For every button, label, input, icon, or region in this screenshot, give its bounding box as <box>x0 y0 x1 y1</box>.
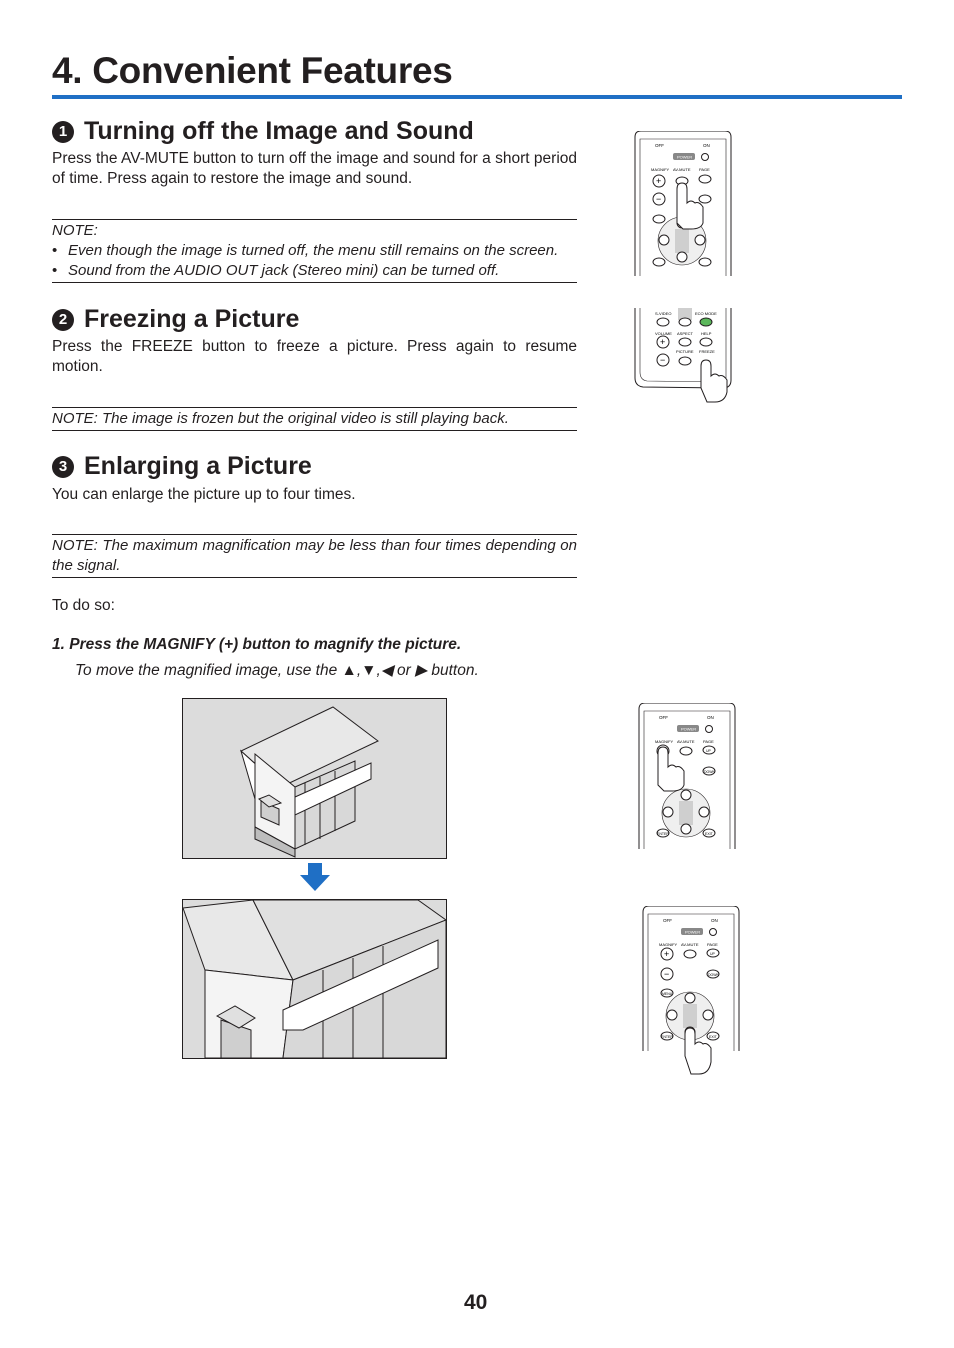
remote-avmute-illustration <box>633 131 733 281</box>
remote-label-page: PAGE <box>699 167 710 172</box>
house-image-magnified <box>182 899 447 1059</box>
remote-label-freeze: FREEZE <box>699 349 715 354</box>
remote-label-off: OFF <box>659 715 668 720</box>
svg-text:+: + <box>656 176 662 186</box>
remote-magnify-illustration <box>637 703 737 854</box>
remote-freeze-illustration <box>633 308 733 411</box>
svg-text:−: − <box>656 194 662 204</box>
chapter-rule <box>52 95 902 99</box>
section-3-heading <box>52 452 312 481</box>
section-title: Enlarging a Picture <box>84 452 312 480</box>
remote-label-on: ON <box>707 715 714 720</box>
remote-label-up: UP <box>710 952 715 956</box>
remote-label-avmute: AV-MUTE <box>681 942 699 947</box>
remote-label-magnify: MAGNIFY <box>655 739 674 744</box>
remote-label-magnify: MAGNIFY <box>651 167 670 172</box>
section-number-badge: 2 <box>52 309 74 331</box>
remote-label-enter: ENTER <box>661 1035 673 1039</box>
remote-label-avmute: AV-MUTE <box>677 739 695 744</box>
remote-label-on: ON <box>711 918 718 923</box>
svg-text:+: + <box>664 949 670 959</box>
remote-label-volume: VOLUME <box>655 331 672 336</box>
remote-label-down: DOWN <box>708 973 720 977</box>
section-number-badge: 1 <box>52 121 74 143</box>
remote-label-ecomode: ECO MODE <box>695 311 717 316</box>
note-label: NOTE: <box>52 222 98 239</box>
section-2-note: NOTE: The image is frozen but the original video is still playing back. <box>52 407 577 431</box>
remote-label-down: DOWN <box>704 770 716 774</box>
section-1-heading <box>52 117 474 146</box>
remote-label-help: HELP <box>701 331 712 336</box>
section-title: Freezing a Picture <box>84 305 300 333</box>
section-1-body: Press the AV-MUTE button to turn off the image and sound for a short period of time. Press again to restore the image and sound. <box>52 150 577 187</box>
svg-text:−: − <box>660 355 666 365</box>
remote-label-on: ON <box>703 143 710 148</box>
remote-label-off: OFF <box>663 918 672 923</box>
note-item: • Even though the image is turned off, the menu still remains on the screen. <box>52 241 577 261</box>
remote-label-page: PAGE <box>703 739 714 744</box>
section-1-note <box>52 219 577 283</box>
section-2-heading <box>52 305 299 334</box>
remote-label-exit: EXIT <box>709 1035 717 1039</box>
svg-text:−: − <box>664 969 670 979</box>
section-number-badge: 3 <box>52 456 74 478</box>
remote-label-svideo: S-VIDEO <box>655 311 672 316</box>
remote-label-up: UP <box>706 749 711 753</box>
section-title: Turning off the Image and Sound <box>84 117 474 145</box>
section-3-body: You can enlarge the picture up to four times. <box>52 486 356 503</box>
remote-label-power: POWER <box>677 154 693 160</box>
step-1: 1. Press the MAGNIFY (+) button to magnify the picture. <box>52 636 462 653</box>
remote-label-aspect: ASPECT <box>677 331 694 336</box>
remote-label-exit: EXIT <box>705 832 713 836</box>
remote-label-power: POWER <box>685 929 701 935</box>
section-2-body: Press the FREEZE button to freeze a picture. Press again to resume motion. <box>52 338 577 375</box>
todo-text: To do so: <box>52 597 115 614</box>
remote-label-page: PAGE <box>707 942 718 947</box>
note-item: • Sound from the AUDIO OUT jack (Stereo mini) can be turned off. <box>52 261 577 281</box>
remote-label-magnify: MAGNIFY <box>659 942 678 947</box>
remote-label-menu: MENU <box>662 992 673 996</box>
remote-label-power: POWER <box>681 726 697 732</box>
remote-label-avmute: AV-MUTE <box>673 167 691 172</box>
svg-text:+: + <box>660 337 666 347</box>
chapter-title: 4. Convenient Features <box>52 50 453 91</box>
section-3-note: NOTE: The maximum magnification may be less than four times depending on the signal. <box>52 534 577 578</box>
remote-label-enter: ENTER <box>657 832 669 836</box>
arrow-down-icon <box>300 863 330 891</box>
remote-label-off: OFF <box>655 143 664 148</box>
step-1-sub: To move the magnified image, use the ▲,▼,◀ or ▶ button. <box>75 662 479 679</box>
house-image-normal <box>182 698 447 859</box>
page-number: 40 <box>464 1291 488 1314</box>
remote-label-picture: PICTURE <box>676 349 694 354</box>
remote-arrow-illustration <box>641 906 741 1083</box>
